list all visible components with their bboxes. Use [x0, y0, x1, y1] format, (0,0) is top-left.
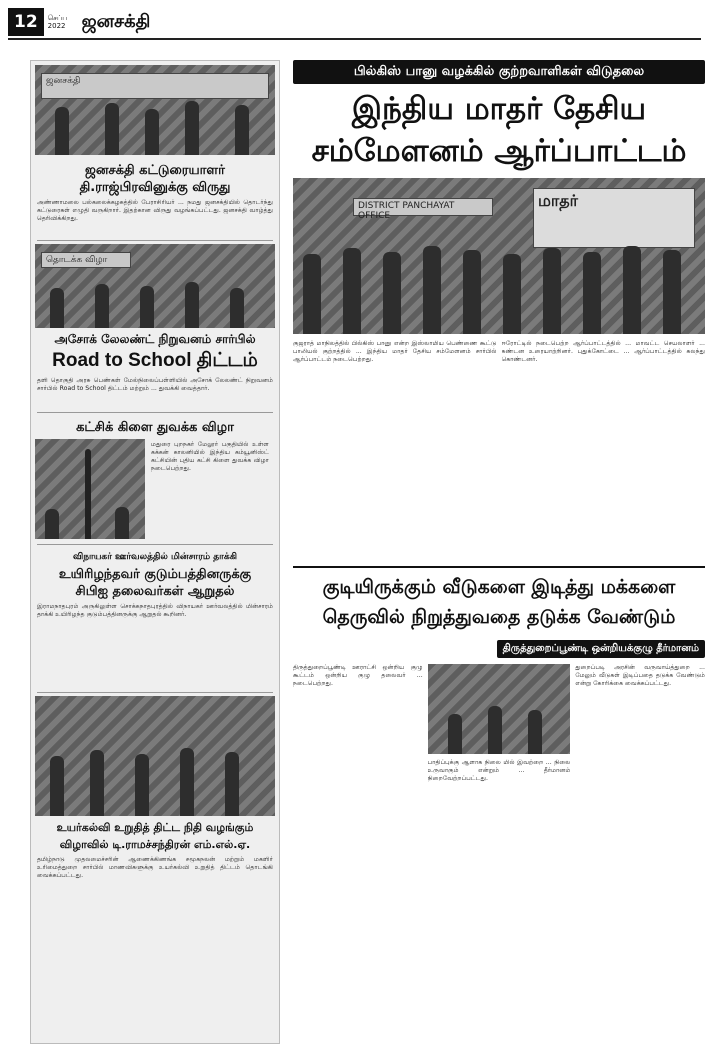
paper-name: ஜனசக்தி: [81, 10, 151, 32]
main-photo: [293, 178, 705, 334]
main-col2: ஈரோட்டில் நடைபெற்ற ஆர்ப்பாட்டத்தில் ... மாவட்ட செயலாளர் ... கண்டன உரையாற்றினர். புதுக்கோட்டை ... ஆர்ப்பாட்டத்தில் கலந்து கொண்டனர்.: [501, 340, 705, 363]
story1-body: அண்ணாமலை பல்கலைக்கழகத்தில் பேராசிரியர் ... நமது ஜனசக்தியில் தொடர்ந்து கட்டுரைகள் எழுதி வருகிறார். இதற்கான விருது வழங்கப்பட்டது. ஜனசக்தி வாழ்த்து தெரிவிக்கிறது.: [37, 199, 273, 222]
page-number: 12: [8, 8, 44, 36]
story2-photo: [35, 244, 275, 328]
main-headline-line1: இந்திய மாதர் தேசிய: [351, 91, 647, 127]
story2-banner-text: தொடக்க விழா: [46, 255, 108, 265]
story3-body: மதுரை புறநகர் மேலூர் பகுதியில் உள்ள கக்கன் காலனியில் இந்திய கம்யூனிஸ்ட் கட்சியின் புதிய கட்சி கிளை துவக்க விழா நடைபெற்றது.: [151, 441, 269, 472]
story4-body: இராமநாதபுரம் அருகிலுள்ள சொக்கநாதபுரத்தில் விநாயகர் ஊர்வலத்தில் மின்சாரம் தாக்கி உயிரிழந்த குடும்பத்தினருக்கு ஆறுதல் கூறினர்.: [37, 603, 273, 618]
second-headline: [293, 566, 705, 632]
story5-heading-line2: விழாவில் டி.ராமச்சந்திரன் எம்.எல்.ஏ.: [59, 838, 251, 851]
main-col1: குஜராத் மாநிலத்தில் பில்கிஸ் பானு என்ற இஸ்லாமிய பெண்ணை கூட்டு பாலியல் குற்றத்தில் ... இந்திய மாதர் தேசிய சம்மேளனம் சார்பில் ஆர்ப்பாட்டம் நடைபெற்றது.: [293, 340, 497, 363]
main-headline-line2: சம்மேளனம் ஆர்ப்பாட்டம்: [311, 133, 687, 169]
road-to-school-title: Road to School திட்டம்: [52, 350, 258, 371]
story3-heading: கட்சிக் கிளை துவக்க விழா: [76, 420, 234, 435]
story5-photo: [35, 696, 275, 816]
main-kicker: பில்கிஸ் பானு வழக்கில் குற்றவாளிகள் விடுதலை: [293, 60, 705, 84]
story4-heading-line1: உயிரிழந்தவர் குடும்பத்தினருக்கு: [58, 567, 252, 582]
story1-photo: [35, 65, 275, 155]
story4-heading-line2: சிபிஐ தலைவர்கள் ஆறுதல்: [75, 584, 235, 599]
masthead-date: செப்ப 2022: [47, 14, 68, 30]
second-col3: துறைப்படி அரசின் வருவாய்த்துறை ... மேலும் வீடுகள் இடிப்பதை தடுக்க வேண்டும் என்று கோரிக்கை வைக்கப்பட்டது.: [575, 664, 705, 687]
story5-heading: [31, 816, 279, 854]
main-photo-banner: மாதர்: [538, 191, 579, 210]
story3-photo: [35, 439, 145, 539]
story4-heading: [31, 563, 279, 601]
story2-heading: அசோக் லேலண்ட் நிறுவனம் சார்பில்: [54, 332, 256, 346]
column-banner: திருத்துறைப்பூண்டி ஒன்றியக்குழு தீர்மானம்: [497, 640, 705, 658]
second-col2: பாதிப்புக்கு ஆளாக நிலை மில் இவற்றை ... நிலை உருவாகும் என்றும் ... தீர்மானம் நிறைவேற்றப்பட்டது.: [427, 759, 571, 782]
story5-body: தமிழ்நாடு முதலமைச்சரின் ஆணைக்கிணங்க சமூகநலன் மற்றும் மகளிர் உரிமைத்துறை சார்பில் மாணவிகளுக்கு உயர்கல்வி உறுதித் திட்டம் தொடங்கி வைக்கப்பட்டது.: [37, 856, 273, 879]
masthead: [8, 6, 701, 40]
second-col1: திருத்துறைப்பூண்டி ஊராட்சி ஒன்றிய குழு கூட்டம் ஒன்றிய குழு தலைவர் ... நடைபெற்றது.: [293, 664, 423, 687]
story1-heading-line2: தி.ராஜ்பிரவினுக்கு விருது: [79, 180, 231, 195]
story4-subheading: விநாயகர் ஊர்வலத்தில் மின்சாரம் தாக்கி: [73, 552, 237, 562]
main-photo-sign: DISTRICT PANCHAYAT OFFICE: [358, 201, 455, 221]
story2-body: தளி தொகுதி அரசு பெண்கள் மேல்நிலைப்பள்ளியில் அசோக் லேலண்ட் நிறுவனம் சார்பில் Road to School திட்டம் மற்றும் ... துவக்கி வைத்தார்.: [37, 377, 273, 392]
main-story: [293, 60, 705, 964]
main-headline: [293, 84, 705, 172]
second-headline-line1: குடியிருக்கும் வீடுகளை இடித்து மக்களை: [322, 576, 676, 598]
second-photo: [428, 664, 571, 754]
story1-banner-text: ஜனசக்தி: [46, 76, 81, 86]
second-headline-line2: தெருவில் நிறுத்துவதை தடுக்க வேண்டும்: [322, 606, 676, 628]
sidebar-column: [30, 60, 280, 1044]
story1-heading: [31, 159, 279, 197]
story1-heading-line1: ஜனசக்தி கட்டுரையாளர்: [85, 163, 225, 178]
story5-heading-line1: உயர்கல்வி உறுதித் திட்ட நிதி வழங்கும்: [56, 821, 254, 834]
